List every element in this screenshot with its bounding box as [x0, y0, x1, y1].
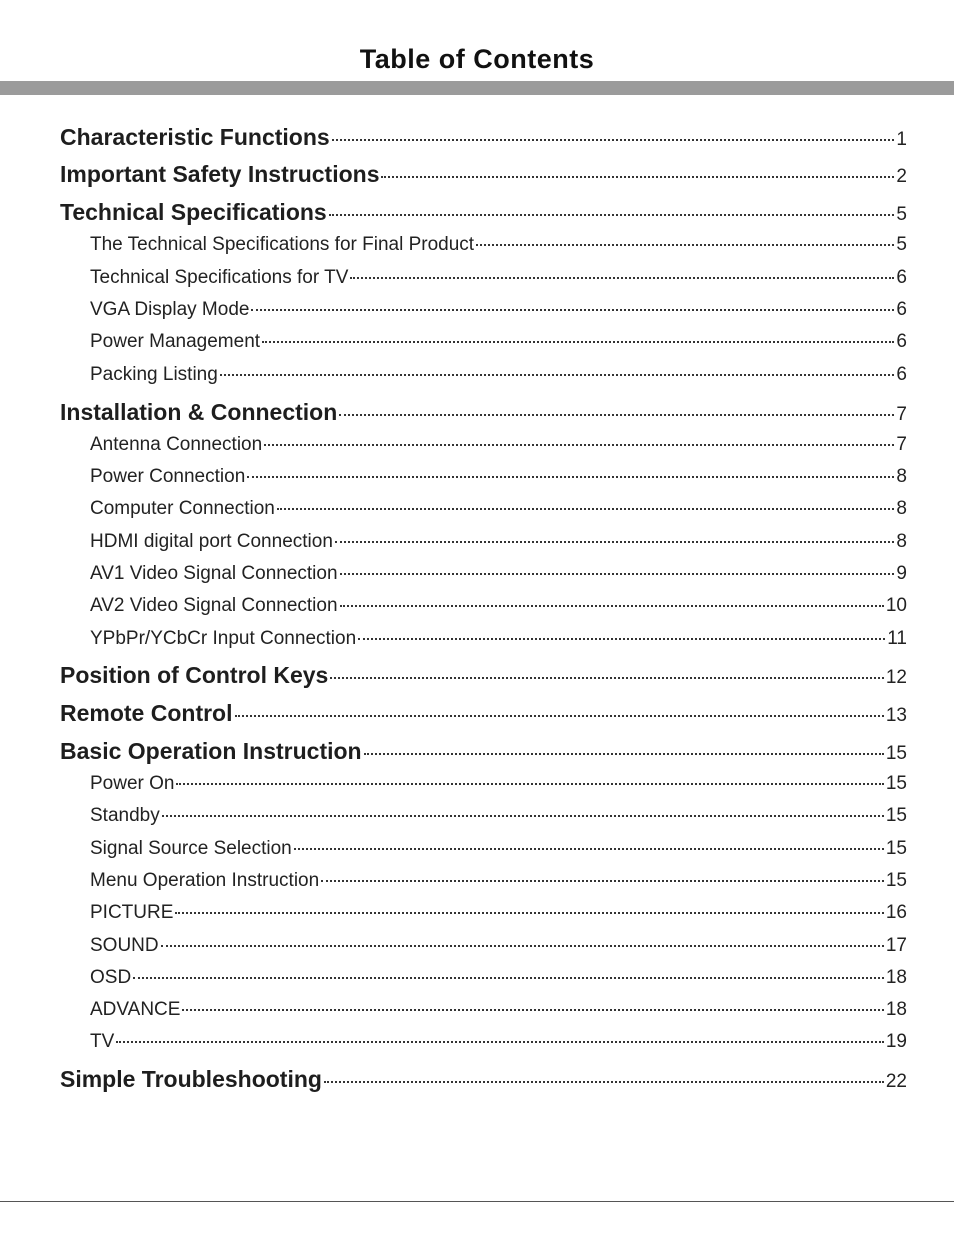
toc-entry-label: Power Management [90, 331, 261, 352]
toc-entry-label: PICTURE [90, 902, 174, 923]
dot-leader [220, 374, 895, 376]
toc-page-number: 13 [885, 705, 907, 726]
toc-entry-label: Characteristic Functions [60, 124, 330, 150]
dot-leader [476, 244, 894, 246]
dot-leader [332, 139, 895, 141]
toc-page-number: 11 [887, 628, 907, 649]
toc-entry-label: AV2 Video Signal Connection [90, 595, 338, 616]
toc-subsection-entry[interactable] [90, 805, 907, 827]
toc-entry-label: OSD [90, 967, 132, 988]
toc-entry-label: Power On [90, 773, 175, 794]
dot-leader [350, 277, 894, 279]
toc-subsection-entry[interactable] [90, 299, 907, 321]
toc-page-number: 6 [896, 364, 907, 385]
toc-entry-label: Position of Control Keys [60, 662, 329, 688]
toc-entry-label: AV1 Video Signal Connection [90, 563, 338, 584]
toc-entry-label: ADVANCE [90, 999, 181, 1020]
dot-leader [321, 880, 884, 882]
toc-page-number: 15 [885, 743, 907, 764]
toc-subsection-entry[interactable] [90, 628, 907, 650]
toc-subsection-entry[interactable] [90, 531, 907, 553]
toc-page-number: 6 [896, 299, 907, 320]
dot-leader [277, 508, 895, 510]
toc-page-number: 18 [885, 967, 907, 988]
toc-subsection-entry[interactable] [90, 563, 907, 585]
toc-page-number: 15 [885, 773, 907, 794]
toc-page-number: 15 [885, 805, 907, 826]
toc-page-number: 7 [896, 434, 907, 455]
toc-subsection-entry[interactable] [90, 1031, 907, 1053]
dot-leader [340, 605, 884, 607]
dot-leader [235, 715, 884, 717]
toc-page-number: 2 [896, 166, 907, 187]
toc-page-number: 8 [896, 531, 907, 552]
toc-entry-label: Technical Specifications [60, 199, 327, 225]
toc-subsection-entry[interactable] [90, 870, 907, 892]
toc-page-number: 18 [885, 999, 907, 1020]
dot-leader [251, 309, 894, 311]
dot-leader [335, 541, 895, 543]
toc-entry-label: TV [90, 1031, 115, 1052]
dot-leader [339, 414, 894, 416]
toc-page-number: 6 [896, 331, 907, 352]
toc-entry-label: The Technical Specifications for Final Product [90, 234, 475, 255]
toc-entry-label: Antenna Connection [90, 434, 263, 455]
toc-subsection-entry[interactable] [90, 999, 907, 1021]
toc-section-entry[interactable] [60, 1066, 907, 1093]
dot-leader [247, 476, 894, 478]
toc-entry-label: VGA Display Mode [90, 299, 250, 320]
toc-section-entry[interactable] [60, 662, 907, 689]
toc-page-number: 22 [885, 1071, 907, 1092]
toc-section-entry[interactable] [60, 399, 907, 426]
toc-page-number: 16 [885, 902, 907, 923]
toc-page-number: 15 [885, 838, 907, 859]
toc-section-entry[interactable] [60, 700, 907, 727]
toc-entry-label: HDMI digital port Connection [90, 531, 333, 552]
toc-subsection-entry[interactable] [90, 434, 907, 456]
toc-entry-label: Packing Listing [90, 364, 218, 385]
toc-subsection-entry[interactable] [90, 267, 907, 289]
toc-subsection-entry[interactable] [90, 466, 907, 488]
toc-subsection-entry[interactable] [90, 838, 907, 860]
dot-leader [175, 912, 883, 914]
toc-page-number: 9 [896, 563, 907, 584]
dot-leader [161, 945, 884, 947]
toc-entry-label: SOUND [90, 935, 159, 956]
toc-entry-label: Computer Connection [90, 498, 275, 519]
dot-leader [329, 214, 895, 216]
toc-subsection-entry[interactable] [90, 331, 907, 353]
toc-entry-label: Basic Operation Instruction [60, 738, 362, 764]
toc-section-entry[interactable] [60, 124, 907, 151]
dot-leader [176, 783, 883, 785]
toc-entry-label: Important Safety Instructions [60, 161, 380, 187]
footer-divider [0, 1201, 954, 1202]
toc-entry-label: Standby [90, 805, 160, 826]
dot-leader [262, 341, 894, 343]
toc-entry-label: Remote Control [60, 700, 233, 726]
toc-page-number: 7 [896, 404, 907, 425]
toc-subsection-entry[interactable] [90, 364, 907, 386]
toc-subsection-entry[interactable] [90, 498, 907, 520]
dot-leader [381, 176, 894, 178]
dot-leader [340, 573, 895, 575]
toc-subsection-entry[interactable] [90, 935, 907, 957]
toc-subsection-entry[interactable] [90, 773, 907, 795]
dot-leader [358, 638, 885, 640]
toc-page-number: 8 [896, 466, 907, 487]
toc-page-number: 19 [885, 1031, 907, 1052]
toc-page-number: 12 [885, 667, 907, 688]
page-title: Table of Contents [359, 44, 595, 74]
toc-subsection-entry[interactable] [90, 234, 907, 256]
toc-subsection-entry[interactable] [90, 902, 907, 924]
toc-subsection-entry[interactable] [90, 967, 907, 989]
toc-section-entry[interactable] [60, 161, 907, 188]
dot-leader [162, 815, 884, 817]
toc-page-number: 8 [896, 498, 907, 519]
dot-leader [264, 444, 894, 446]
toc-entry-label: Menu Operation Instruction [90, 870, 320, 891]
dot-leader [116, 1041, 884, 1043]
toc-subsection-entry[interactable] [90, 595, 907, 617]
toc-section-entry[interactable] [60, 738, 907, 765]
toc-entry-label: Installation & Connection [60, 399, 338, 425]
toc-entry-label: Signal Source Selection [90, 838, 292, 859]
toc-entry-label: YPbPr/YCbCr Input Connection [90, 628, 357, 649]
toc-page-number: 1 [896, 129, 907, 150]
dot-leader [324, 1081, 884, 1083]
dot-leader [182, 1009, 883, 1011]
toc-entry-label: Simple Troubleshooting [60, 1066, 322, 1092]
dot-leader [364, 753, 884, 755]
toc-entry-label: Power Connection [90, 466, 246, 487]
toc-page-number: 5 [896, 234, 907, 255]
dot-leader [133, 977, 884, 979]
dot-leader [294, 848, 884, 850]
toc-page-number: 5 [896, 204, 907, 225]
dot-leader [330, 677, 884, 679]
toc-entry-label: Technical Specifications for TV [90, 267, 349, 288]
toc-page-number: 10 [885, 595, 907, 616]
toc-section-entry[interactable] [60, 199, 907, 226]
toc-page-number: 17 [885, 935, 907, 956]
toc-page-number: 15 [885, 870, 907, 891]
toc-page-number: 6 [896, 267, 907, 288]
